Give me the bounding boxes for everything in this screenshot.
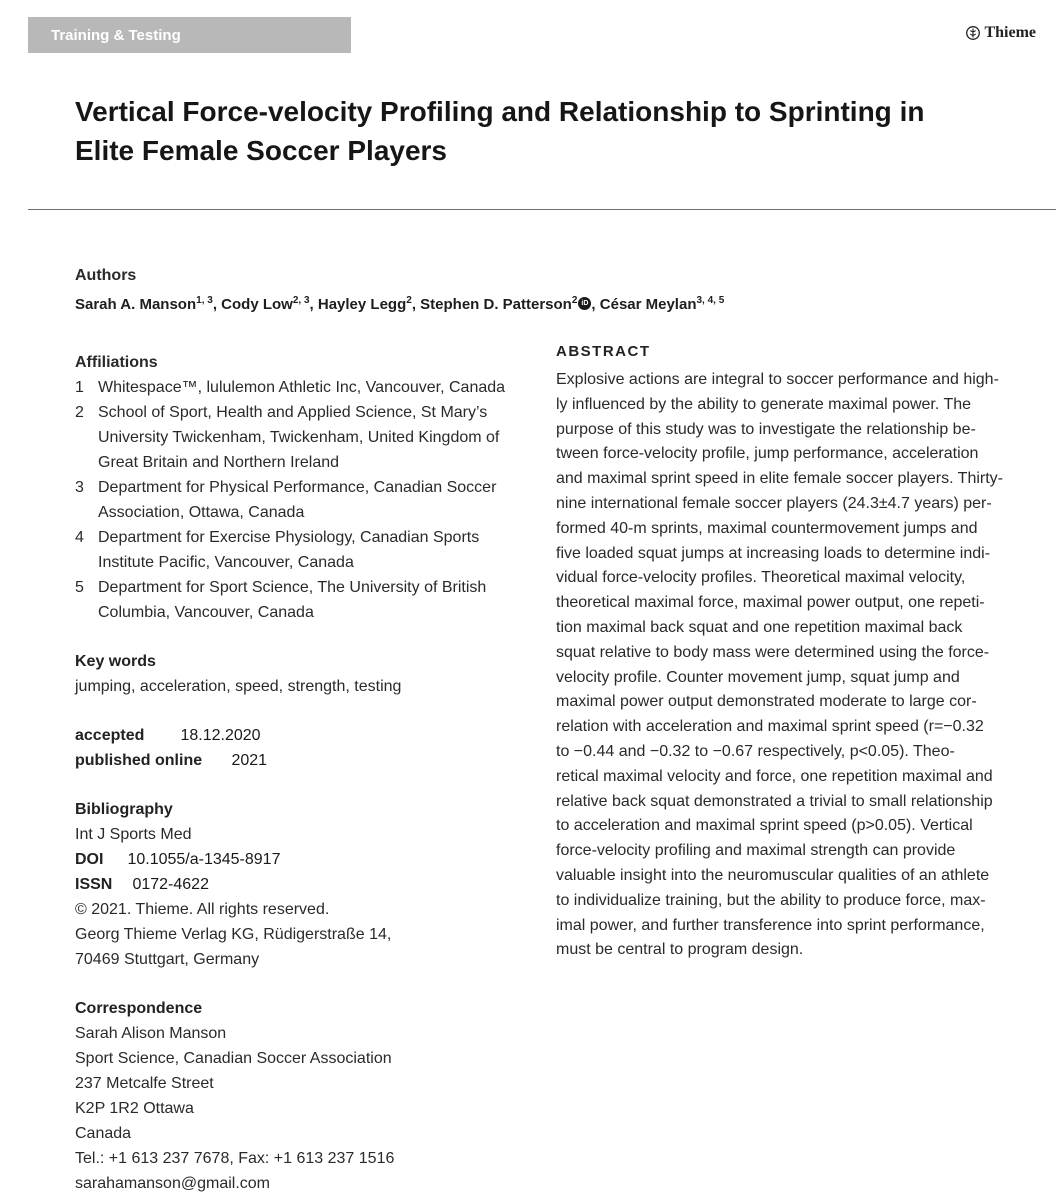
section-label: Training & Testing [28, 17, 351, 53]
abstract-section [556, 343, 1008, 963]
abstract-body [556, 368, 1008, 963]
correspondence-line: Canada [75, 1125, 132, 1142]
author-affil-sup: 2, 3 [292, 295, 310, 306]
affiliation-text: School of Sport, Health and Applied Science, St Mary’s University Twickenham, Twickenham, United Kingdom of Great Britain and Northern Ireland [98, 404, 500, 471]
author-name[interactable]: César Meylan [599, 296, 697, 313]
journal-name: Int J Sports Med [75, 826, 192, 843]
affiliation-item [75, 375, 535, 400]
author-name[interactable]: Sarah A. Manson [75, 296, 197, 313]
affiliation-text: Department for Physical Performance, Canadian Soccer Association, Ottawa, Canada [98, 479, 497, 521]
abstract-line: squat relative to body mass were determined using the force- [556, 643, 990, 661]
header-divider [28, 209, 1056, 210]
correspondence-label: Correspondence [75, 1000, 203, 1017]
abstract-line: retical maximal velocity and force, one repetition maximal and [556, 767, 993, 785]
orcid-icon[interactable]: iD [578, 297, 591, 310]
abstract-line: imal power, and further transference into sprint performance, [556, 916, 985, 934]
publisher-name: Thieme [984, 24, 1036, 41]
title-line: Vertical Force-velocity Profiling and Relationship to Sprinting in [75, 96, 925, 127]
author-affil-sup: 3, 4, 5 [696, 295, 725, 306]
affiliation-text: Whitespace™, lululemon Athletic Inc, Vancouver, Canada [98, 379, 506, 396]
correspondence-line: Sport Science, Canadian Soccer Association [75, 1050, 392, 1067]
affiliation-number: 1 [75, 379, 84, 396]
abstract-line: ly influenced by the ability to generate maximal power. The [556, 395, 972, 413]
issn-label: ISSN [75, 876, 113, 893]
abstract-line: vidual force-velocity profiles. Theoretical maximal velocity, [556, 569, 966, 587]
abstract-line: valuable insight into the neuromuscular qualities of an athlete [556, 866, 990, 884]
abstract-line: force-velocity profiling and maximal strength can provide [556, 842, 956, 860]
abstract-line: relation with acceleration and maximal sprint speed (r=−0.32 [556, 718, 984, 736]
correspondence-email[interactable]: sarahamanson@gmail.com [75, 1175, 270, 1192]
article-title [75, 92, 1015, 170]
affiliation-number: 5 [75, 579, 84, 596]
abstract-line: maximal power output demonstrated moderate to large cor- [556, 693, 977, 711]
issn-value: 0172-4622 [132, 876, 209, 893]
affiliation-item [75, 400, 535, 475]
thieme-logo-icon [966, 26, 980, 40]
publisher-address: Georg Thieme Verlag KG, Rüdigerstraße 14, [75, 926, 392, 943]
metadata-column [75, 350, 535, 1196]
keywords-text: jumping, acceleration, speed, strength, testing [75, 678, 402, 695]
authors-label: Authors [75, 267, 137, 284]
author-name[interactable]: Stephen D. Patterson [420, 296, 572, 313]
accepted-date: 18.12.2020 [180, 727, 261, 744]
bibliography-label: Bibliography [75, 801, 173, 818]
abstract-line: velocity profile. Counter movement jump, squat jump and [556, 668, 960, 686]
dates-section [75, 723, 535, 773]
author-affil-sup: 2 [406, 295, 412, 306]
publisher-logo [966, 24, 1036, 42]
abstract-line: theoretical maximal force, maximal power output, one repeti- [556, 594, 985, 612]
author-name[interactable]: Cody Low [221, 296, 293, 313]
correspondence-line: 237 Metcalfe Street [75, 1075, 214, 1092]
abstract-line: tween force-velocity profile, jump performance, acceleration [556, 445, 979, 463]
abstract-line: to individualize training, but the ability to produce force, max- [556, 891, 986, 909]
bibliography-section [75, 797, 535, 972]
affiliation-item [75, 525, 535, 575]
abstract-line: tion maximal back squat and one repetition maximal back [556, 618, 963, 636]
affiliation-text: Department for Exercise Physiology, Canadian Sports Institute Pacific, Vancouver, Canada [98, 529, 480, 571]
abstract-line: and maximal sprint speed in elite female soccer players. Thirty- [556, 470, 1003, 488]
affiliation-number: 4 [75, 529, 84, 546]
abstract-line: purpose of this study was to investigate the relationship be- [556, 420, 976, 438]
published-label: published online [75, 752, 203, 769]
abstract-line: to −0.44 and −0.32 to −0.67 respectively, p<0.05). Theo- [556, 742, 955, 760]
abstract-line: Explosive actions are integral to soccer performance and high- [556, 371, 999, 388]
affiliation-item [75, 575, 535, 625]
affiliation-item [75, 475, 535, 525]
published-date: 2021 [231, 752, 268, 769]
abstract-heading: ABSTRACT [556, 343, 651, 360]
correspondence-line: Sarah Alison Manson [75, 1025, 227, 1042]
abstract-line: to acceleration and maximal sprint speed (p>0.05). Vertical [556, 817, 973, 835]
affiliations-section [75, 350, 535, 625]
abstract-line: nine international female soccer players (24.3±4.7 years) per- [556, 494, 992, 512]
accepted-label: accepted [75, 727, 145, 744]
affiliations-label: Affiliations [75, 354, 158, 371]
doi-label: DOI [75, 851, 104, 868]
affiliation-number: 3 [75, 479, 84, 496]
abstract-line: formed 40-m sprints, maximal countermovement jumps and [556, 519, 978, 537]
doi-value[interactable]: 10.1055/a-1345-8917 [127, 851, 281, 868]
title-line: Elite Female Soccer Players [75, 135, 447, 166]
author-affil-sup: 1, 3 [196, 295, 213, 306]
authors-section [75, 263, 1015, 316]
author-list: Sarah A. Manson$^{1, 3}$, Cody Low$^{2, 3}$, Hayley Legg$^2$, Stephen D. Patterson$^2$ iD , César Meylan$^{3, 4, 5}$ [75, 295, 725, 313]
keywords-section [75, 649, 535, 699]
affiliation-text: Department for Sport Science, The University of British Columbia, Vancouver, Canada [98, 579, 487, 621]
author-affil-sup: 2 [571, 295, 578, 306]
affiliation-number: 2 [75, 404, 84, 421]
abstract-line: relative back squat demonstrated a trivial to small relationship [556, 792, 993, 810]
publisher-address: 70469 Stuttgart, Germany [75, 951, 260, 968]
abstract-line: must be central to program design. [556, 941, 804, 959]
abstract-line: five loaded squat jumps at increasing loads to determine indi- [556, 544, 991, 562]
correspondence-line: K2P 1R2 Ottawa [75, 1100, 194, 1117]
copyright-text: © 2021. Thieme. All rights reserved. [75, 901, 330, 918]
author-name[interactable]: Hayley Legg [317, 296, 407, 313]
correspondence-section [75, 996, 535, 1196]
correspondence-line: Tel.: +1 613 237 7678, Fax: +1 613 237 1516 [75, 1150, 395, 1167]
keywords-label: Key words [75, 653, 156, 670]
